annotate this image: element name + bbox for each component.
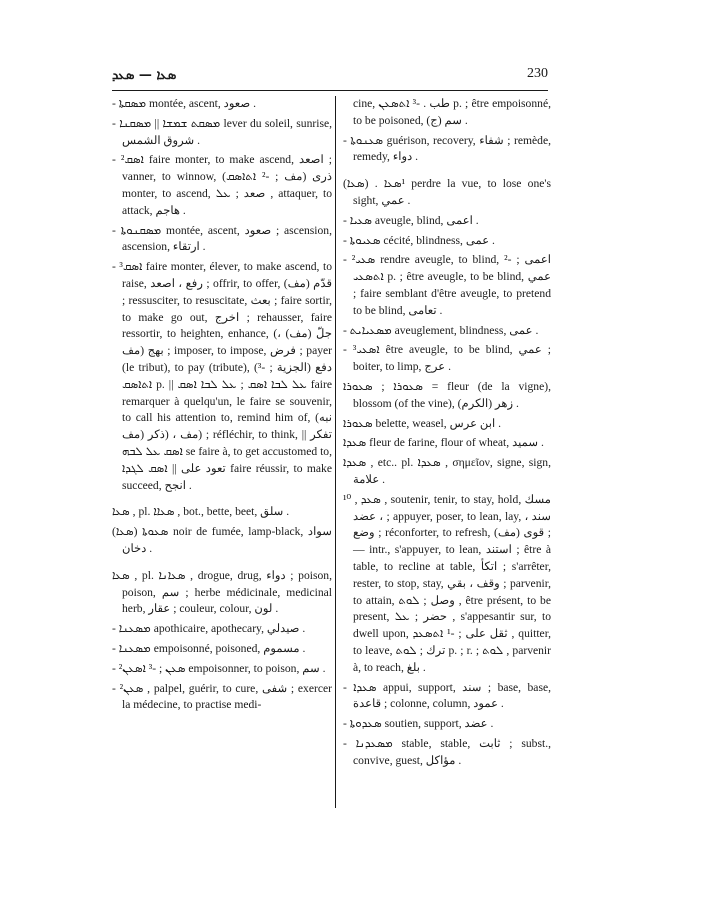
column-rule	[335, 96, 336, 808]
entry-right-11: ܣܥܕܐ fleur de farine, flour of wheat, سميد .	[343, 436, 544, 450]
entry-right-13: ¹ܣܥܕ , ⁰ , soutenir, tenir, to stay, hold, مسك ، عضد ; appuyer, poser, to lean, lay, سند ، وضع ; réconforter, to refresh, (قوى (مف ; — intr., s'appuyer, to lean, استند ; être à table, to recline at table, اتكأ ; s'arrêter, rester, to stop, stay, وقف ، بقي ; parvenir, to attain, وصل ; ܠܘܬ , être présent, to be present, حضر ; ܥܠ , s'appesantir sur, to dwell upon, ثقل على ; -¹ ܐܬܣܥܕ , quitter, to leave, ترك ; ܠܘܬ p. ; r. ; ܠܘܬ , parvenir à, to reach, بلغ .	[343, 492, 552, 674]
entry-left-9: - ܡܣܥܢܐ apothicaire, apothecary, صيدلي .	[112, 622, 306, 636]
entry-right-8: - ³ܐܣܥܝ être aveugle, to be blind, عمي ; boiter, to limp, عرج .	[343, 343, 551, 374]
entry-right-1: cine, طب . -³ ܐܬܣܥܢ p. ; être empoisonné, to be poisoned, (ج) سم .	[353, 97, 551, 127]
entry-left-3: - ²ܐܣܩ faire monter, to make ascend, اصعد ; vanner, to winnow, (ذرى (مف ; -² ܐܬܐܣܩ monter, to ascend, صعد ; ܥܠ , attaquer, to attack, هاجم .	[112, 153, 333, 217]
entry-left-1: - ܡܣܩܬܐ montée, ascent, صعود .	[112, 97, 257, 110]
entry-left-4: - ܡܣܩܢܘܬܐ montée, ascent, صعود ; ascension, ascension, ارتقاء .	[112, 223, 332, 254]
entry-left-10: - ܡܣܥܢܐ empoisonné, poisoned, مسموم .	[112, 641, 306, 655]
left-column	[112, 96, 332, 717]
page-header	[112, 66, 548, 88]
entry-left-7: (ܣܥܐ) ܣܥܘܬܐ noir de fumée, lamp-black, سواد دخان .	[112, 525, 332, 555]
entry-right-16: - ܡܣܥܕܢܐ stable, stable, ثابت ; subst., convive, guest, مؤاكل .	[343, 736, 551, 767]
entry-right-12: ܣܥܕܐ , etc.. pl. ܣܥܕܐ , σημεῖον, signe, sign, علامة .	[343, 456, 552, 486]
entry-right-10: ܣܥܘܪܐ belette, weasel, ابن عرس .	[343, 416, 501, 430]
page-number: 230	[527, 66, 548, 81]
entry-left-12: - ²ܣܥܢ , palpel, guérir, to cure, شفى ; exercer la médecine, to practise medi-	[112, 681, 332, 712]
entry-right-15: - ܣܥܕܘܬܐ soutien, support, عضد .	[343, 717, 494, 731]
entry-left-5: - ³ܐܣܩ faire monter, élever, to make ascend, to raise, رفع ، اصعد ; offrir, to offer, (قدّم (مف ; ressusciter, to resuscitate, بعث ; faire sortir, to make go out, اخرج ; rehausser, faire ressortir, to heighten, enhance, (جلّ (مف) ، بهج (مف ; imposer, to impose, فرض ; payer (le tribut), to pay (tribute), (دفع (الجزية ; -³ ܐܬܐܣܩ p. || ܥܠ ܠܒܐ ܐܣܩ ; ܥܠ ܠܒܐ ܐܣܩ faire remarquer à quelqu'un, le faire se souvenir, to call his attention to, remind him of, (نبه (مف ، (ذكر (مف ; réfléchir, to think, تفكر || ܐܣܩ ܥܠ ܠܒܗ se faire à, to get accustomed to, تعود على || ܐܣܩ ܠܓܕܐ faire réussir, to make succeed, انجح .	[112, 260, 333, 492]
entry-right-5: - ܣܥܝܘܬܐ cécité, blindness, عمى .	[343, 233, 495, 247]
header-rule	[112, 90, 548, 91]
entry-right-6: - ²ܣܥܝ rendre aveugle, to blind, اعمى ; -² ܐܬܣܥܝ p. ; être aveugle, to be blind, عمي ; faire semblant d'être aveugle, to pretend to be blind, تعامى .	[343, 253, 552, 317]
right-column	[343, 96, 551, 772]
entry-left-2: - ܡܣܩܬ ܫܡܫܐ || ܡܣܩܢܐ lever du soleil, sunrise, شروق الشمس .	[112, 116, 333, 147]
entry-left-11: - ²ܣܥܢ ; -³ ܐܣܥܢ empoisonner, to poison, سم .	[112, 661, 326, 675]
entry-left-8: ܣܥܐ , pl. ܣܥܐܢܐ , drogue, drug, دواء ; poison, poison, سم ; herbe médicinale, medicinal herb, عقار ; couleur, colour, لون .	[112, 568, 333, 616]
running-head: ܣܥܐ — ܣܥܕ	[112, 68, 177, 83]
entry-right-7: - ܡܣܥܝܐܝܬ aveuglement, blindness, عمى .	[343, 323, 539, 337]
entry-right-4: - ܣܥܝܐ aveugle, blind, اعمى .	[343, 213, 479, 227]
entry-right-14: - ܣܥܕܐ appui, support, سند ; base, base, قاعدة ; colonne, column, عمود .	[343, 680, 551, 711]
entry-left-6: ܣܥܐ , pl. ܣܥܐܐ , bot., bette, beet, سلق .	[112, 505, 290, 519]
entry-right-3: (ܣܥܐ) . ¹ܣܥܐ perdre la vue, to lose one's sight, عمي .	[343, 177, 551, 207]
entry-right-9: ܣܥܘܪܐ ; ܣܥܘܪܐ = fleur (de la vigne), blossom (of the vine), (زهر (الكرم .	[343, 379, 551, 410]
entry-right-2: - ܣܥܢܘܬܐ guérison, recovery, شفاء ; remède, remedy, دواء .	[343, 133, 552, 164]
